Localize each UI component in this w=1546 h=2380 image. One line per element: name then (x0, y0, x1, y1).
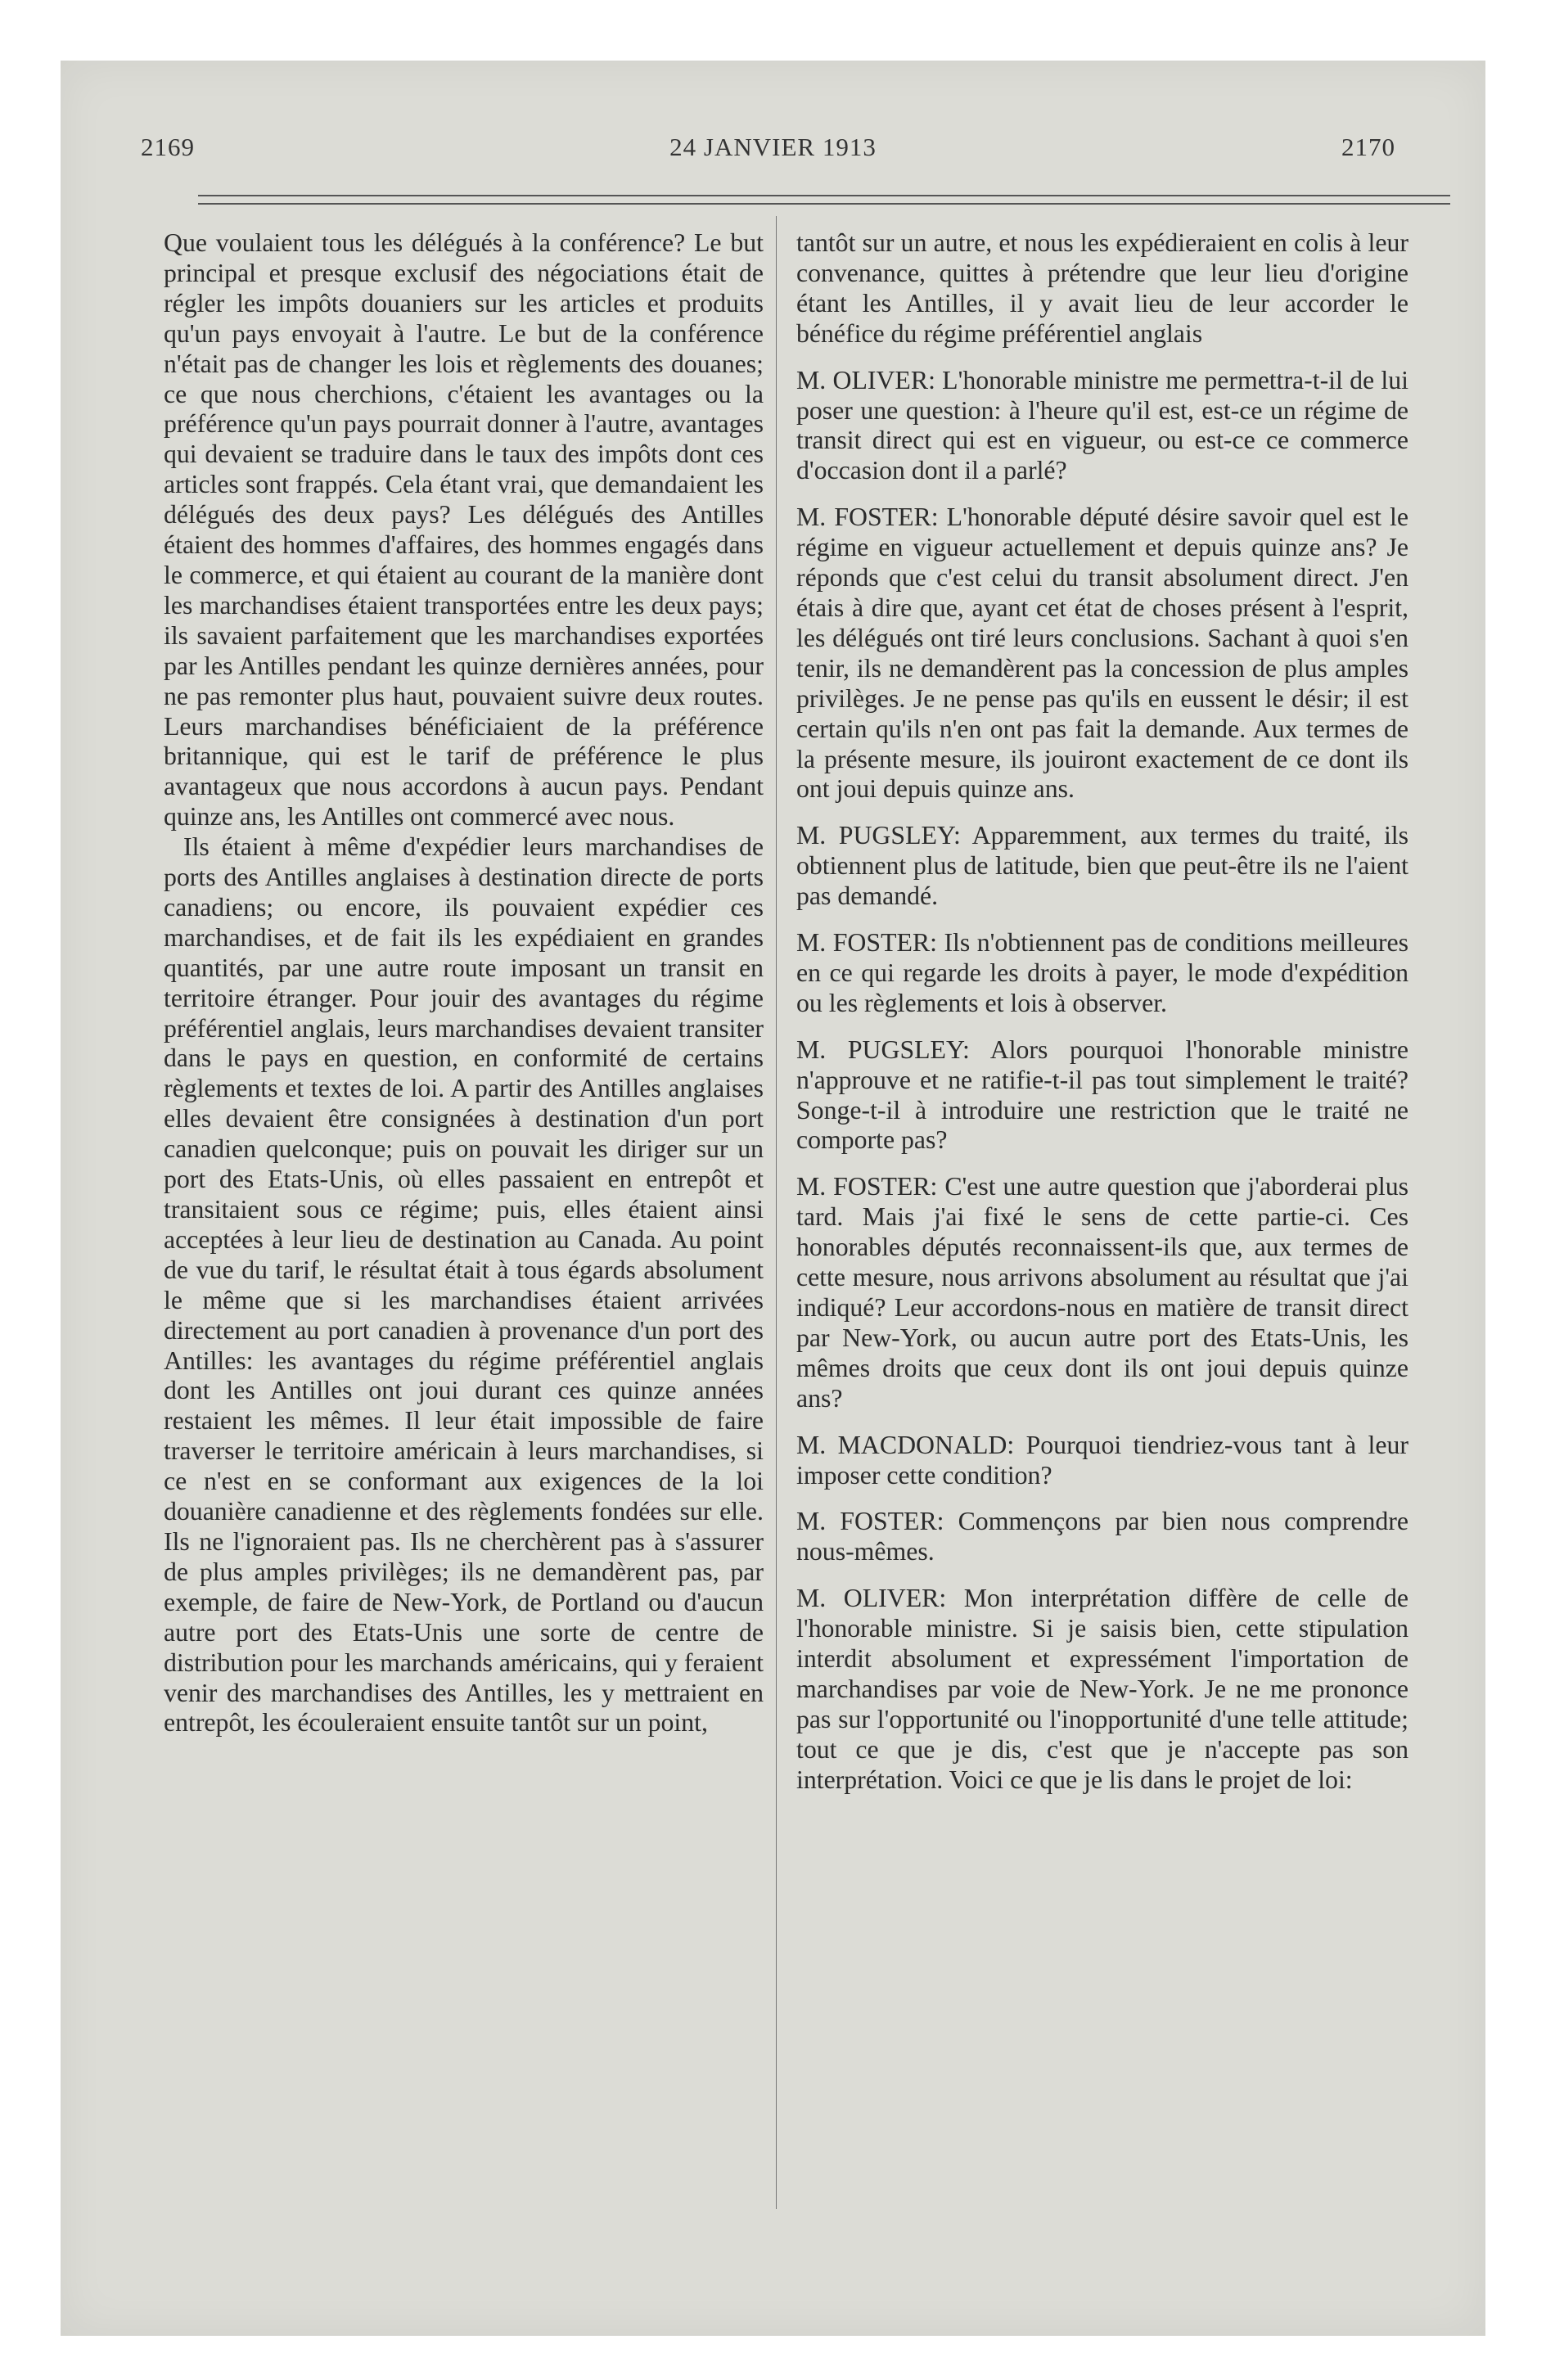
speech-oliver: M. OLIVER: Mon interprétation diffère de celle de l'honorable ministre. Si je saisis bien, cette stipulation interdit absolument et expressément l'importation de marchandises par voie de New-York. Je ne me prononce pas sur l'opportunité ou l'inopportunité d'une telle attitude; tout ce que je dis, c'est que je n'accepte pas son interprétation. Voici ce que je lis dans le projet de loi: (796, 1584, 1409, 1794)
speech-foster: M. FOSTER: Commençons par bien nous comprendre nous-mêmes. (796, 1507, 1409, 1566)
speech-macdonald: M. MACDONALD: Pourquoi tiendriez-vous tant à leur imposer cette condition? (796, 1430, 1409, 1490)
speech-pugsley: M. PUGSLEY: Apparemment, aux termes du traité, ils obtiennent plus de latitude, bien que peut-être ils ne l'aient pas demandé. (796, 821, 1409, 911)
column-divider (776, 216, 777, 2209)
header-rule-top (198, 195, 1450, 196)
paragraph: tantôt sur un autre, et nous les expédieraient en colis à leur convenance, quittes à prétendre que leur lieu d'origine étant les Antilles, il y avait lieu de leur accorder le bénéfice du régime préférentiel anglais (796, 228, 1409, 348)
page-number-right: 2170 (1341, 133, 1395, 161)
speech-foster: M. FOSTER: C'est une autre question que j'aborderai plus tard. Mais j'ai fixé le sens de cette partie-ci. Ces honorables députés reconnaissent-ils que, aux termes de cette mesure, nous arrivons absolument au résultat que j'ai indiqué? Leur accordons-nous en matière de transit direct par New-York, ou aucun autre port des Etats-Unis, les mêmes droits que ceux dont ils ont joui depuis quinze ans? (796, 1172, 1409, 1413)
paragraph: Ils étaient à même d'expédier leurs marchandises de ports des Antilles anglaises à destination directe de ports canadiens; ou encore, ils pouvaient expédier ces marchandises, et de fait ils les expédiaient en grandes quantités, par une autre route imposant un transit en territoire étranger. Pour jouir des avantages du régime préférentiel anglais, leurs marchandises devaient transiter dans le pays en question, en conformité de certains règlements et textes de loi. A partir des Antilles anglaises elles devaient être consignées à destination d'un port canadien quelconque; puis on pouvait les diriger sur un port des Etats-Unis, où elles passaient en entrepôt et transitaient sous ce régime; puis, elles étaient ainsi acceptées à leur lieu de destination au Canada. Au point de vue du tarif, le résultat était à tous égards absolument le même que si les marchandises étaient arrivées directement au port canadien à provenance d'un port des Antilles: les avantages du régime préférentiel anglais dont les Antilles ont joui durant ces quinze années restaient les mêmes. Il leur était impossible de faire traverser le territoire américain à leurs marchandises, si ce n'est en se conformant aux exigences de la loi douanière canadienne et des règlements fondées sur elle. Ils ne l'ignoraient pas. Ils ne cherchèrent pas à s'assurer de plus amples privilèges; ils ne demandèrent pas, par exemple, de faire de New-York, de Portland ou d'aucun autre port des Etats-Unis une sorte de centre de distribution pour les marchands américains, qui y feraient venir des marchandises des Antilles, les y mettraient en entrepôt, les écouleraient ensuite tantôt sur un point, (164, 832, 764, 1738)
speech-foster: M. FOSTER: Ils n'obtiennent pas de conditions meilleures en ce qui regarde les droits à payer, le mode d'expédition ou les règlements et lois à observer. (796, 928, 1409, 1017)
page-number-left: 2169 (141, 133, 195, 161)
speech-pugsley: M. PUGSLEY: Alors pourquoi l'honorable ministre n'approuve et ne ratifie-t-il pas tout simplement le traité? Songe-t-il à introduire une restriction que le traité ne comporte pas? (796, 1034, 1409, 1155)
speech-oliver: M. OLIVER: L'honorable ministre me permettra-t-il de lui poser une question: à l'heure qu'il est, est-ce un régime de transit direct qui est en vigueur, ou est-ce ce commerce d'occasion dont il a parlé? (796, 365, 1409, 485)
page-date: 24 JANVIER 1913 (669, 133, 877, 161)
right-column (796, 228, 1409, 1812)
scanned-page (61, 61, 1485, 2336)
paragraph: Que voulaient tous les délégués à la conférence? Le but principal et presque exclusif des négociations était de régler les impôts douaniers sur les articles et produits qu'un pays envoyait à l'autre. Le but de la conférence n'était pas de changer les lois et règlements des douanes; ce que nous cherchions, c'étaient les avantages ou la préférence qu'un pays pourrait donner à l'autre, avantages qui devaient se traduire dans le taux des impôts dont ces articles sont frappés. Cela étant vrai, que demandaient les délégués des deux pays? Les délégués des Antilles étaient des hommes d'affaires, des hommes engagés dans le commerce, et qui étaient au courant de la manière dont les marchandises étaient transportées entre les deux pays; ils savaient parfaitement que les marchandises exportées par les Antilles pendant les quinze dernières années, pour ne pas remonter plus haut, pouvaient suivre deux routes. Leurs marchandises bénéficiaient de la préférence britannique, qui est le tarif de préférence le plus avantageux que nous accordons à aucun pays. Pendant quinze ans, les Antilles ont commercé avec nous. (164, 228, 764, 832)
header-rule-bottom (198, 203, 1450, 205)
speech-foster: M. FOSTER: L'honorable député désire savoir quel est le régime en vigueur actuellement et depuis quinze ans? Je réponds que c'est celui du transit absolument direct. J'en étais à dire que, ayant cet état de choses présent à l'esprit, les délégués ont tiré leurs conclusions. Sachant à quoi s'en tenir, ils ne demandèrent pas la concession de plus amples privilèges. Je ne pense pas qu'ils en eussent le désir; il est certain qu'ils n'en ont pas fait la demande. Aux termes de la présente mesure, ils jouiront exactement de ce dont ils ont joui depuis quinze ans. (796, 503, 1409, 804)
left-column (164, 228, 764, 1738)
